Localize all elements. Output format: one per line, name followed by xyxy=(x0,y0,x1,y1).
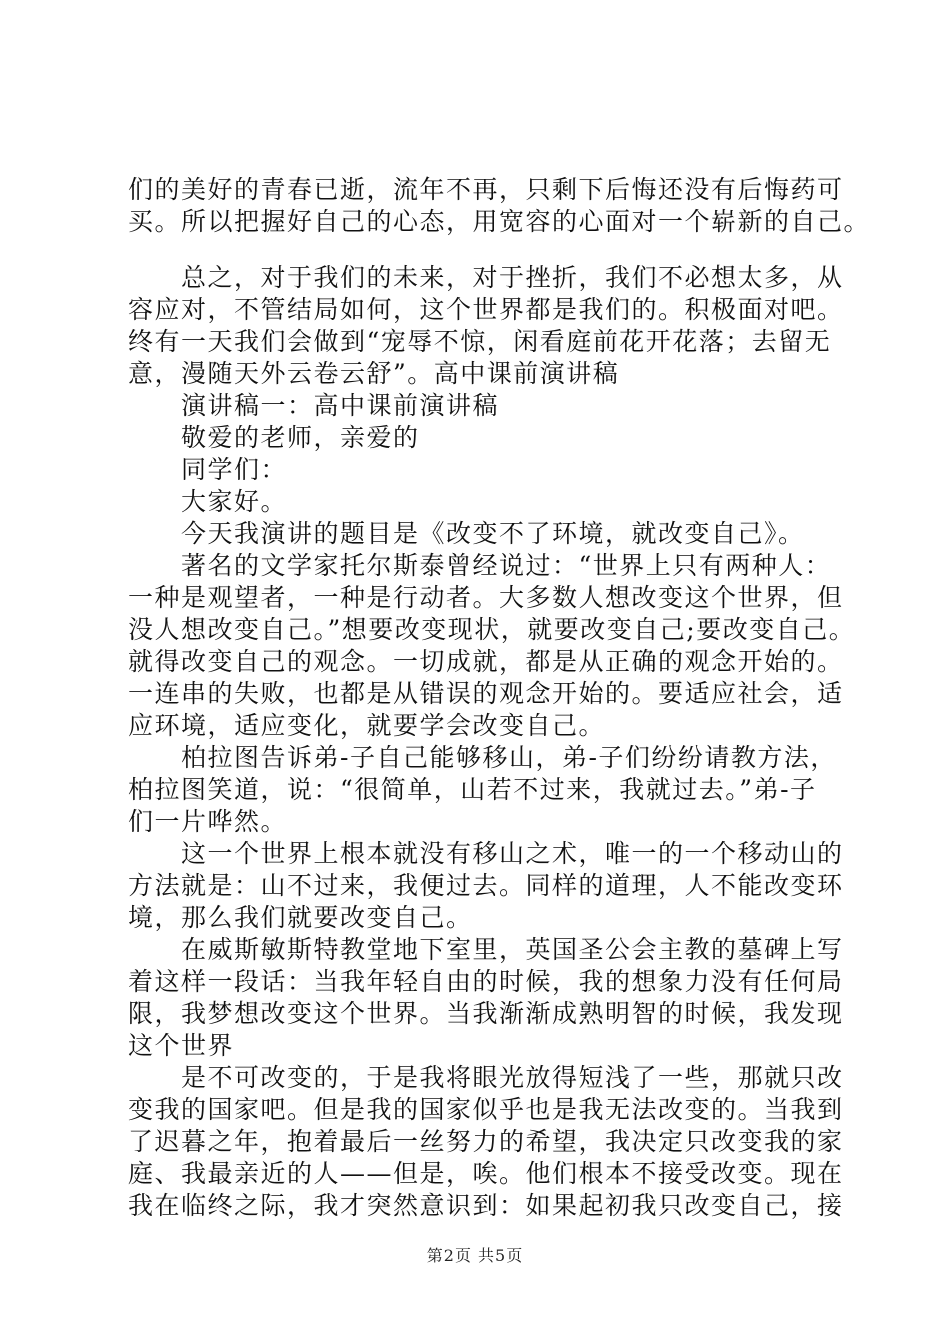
text-line: 们的美好的青春已逝，流年不再，只剩下后悔还没有后悔药可 xyxy=(128,175,844,204)
text-line: 买。所以把握好自己的心态，用宽容的心面对一个崭新的自己。 xyxy=(128,207,871,236)
text-line: 柏拉图笑道，说：“很简单，山若不过来，我就过去。”弟-子 xyxy=(128,775,817,804)
page-number-footer: 第2页 共5页 xyxy=(426,1246,524,1265)
text-line: 意，漫随天外云卷云舒”。高中课前演讲稿 xyxy=(128,359,620,388)
text-line: 了迟暮之年，抱着最后一丝努力的希望，我决定只改变我的家 xyxy=(128,1127,844,1156)
text-line: 们一片哗然。 xyxy=(128,807,288,836)
text-line: 着这样一段话：当我年轻自由的时候，我的想象力没有任何局 xyxy=(128,967,844,996)
text-line: 终有一天我们会做到“宠辱不惊，闲看庭前花开花落；去留无 xyxy=(128,327,832,356)
text-line: 著名的文学家托尔斯泰曾经说过：“世界上只有两种人： xyxy=(128,551,832,580)
text-line: 限，我梦想改变这个世界。当我渐渐成熟明智的时候，我发现 xyxy=(128,999,844,1028)
speech-title-line: 今天我演讲的题目是《改变不了环境，就改变自己》。 xyxy=(128,519,805,548)
text-line: 方法就是：山不过来，我便过去。同样的道理，人不能改变环 xyxy=(128,871,844,900)
text-line: 应环境，适应变化，就要学会改变自己。 xyxy=(128,711,606,740)
text-line: 没人想改变自己。”想要改变现状，就要改变自己;要改变自己。 xyxy=(128,615,856,644)
text-line: 一连串的失败，也都是从错误的观念开始的。要适应社会，适 xyxy=(128,679,844,708)
greeting: 大家好。 xyxy=(128,487,288,516)
text-line: 境，那么我们就要改变自己。 xyxy=(128,903,473,932)
text-line: 这个世界 xyxy=(128,1031,235,1060)
speech-body xyxy=(128,262,856,1222)
section-heading: 演讲稿一：高中课前演讲稿 xyxy=(128,391,500,420)
text-line: 变我的国家吧。但是我的国家似乎也是我无法改变的。当我到 xyxy=(128,1095,844,1124)
text-line: 在威斯敏斯特教堂地下室里，英国圣公会主教的墓碑上写 xyxy=(128,935,844,964)
text-line: 柏拉图告诉弟-子自己能够移山，弟-子们纷纷请教方法， xyxy=(128,743,837,772)
text-line: 一种是观望者，一种是行动者。大多数人想改变这个世界，但 xyxy=(128,583,844,612)
salutation: 敬爱的老师，亲爱的 xyxy=(128,423,420,452)
text-line: 容应对，不管结局如何，这个世界都是我们的。积极面对吧。 xyxy=(128,295,844,324)
text-line: 是不可改变的，于是我将眼光放得短浅了一些，那就只改 xyxy=(128,1063,844,1092)
paragraph-continued xyxy=(128,174,871,238)
text-line: 总之，对于我们的未来，对于挫折，我们不必想太多，从 xyxy=(128,263,844,292)
text-line: 庭、我最亲近的人——但是，唉。他们根本不接受改变。现在 xyxy=(128,1159,844,1188)
text-line: 就得改变自己的观念。一切成就，都是从正确的观念开始的。 xyxy=(128,647,844,676)
text-line: 我在临终之际，我才突然意识到：如果起初我只改变自己，接 xyxy=(128,1191,844,1220)
salutation: 同学们： xyxy=(128,455,288,484)
text-line: 这一个世界上根本就没有移山之术，唯一的一个移动山的 xyxy=(128,839,844,868)
